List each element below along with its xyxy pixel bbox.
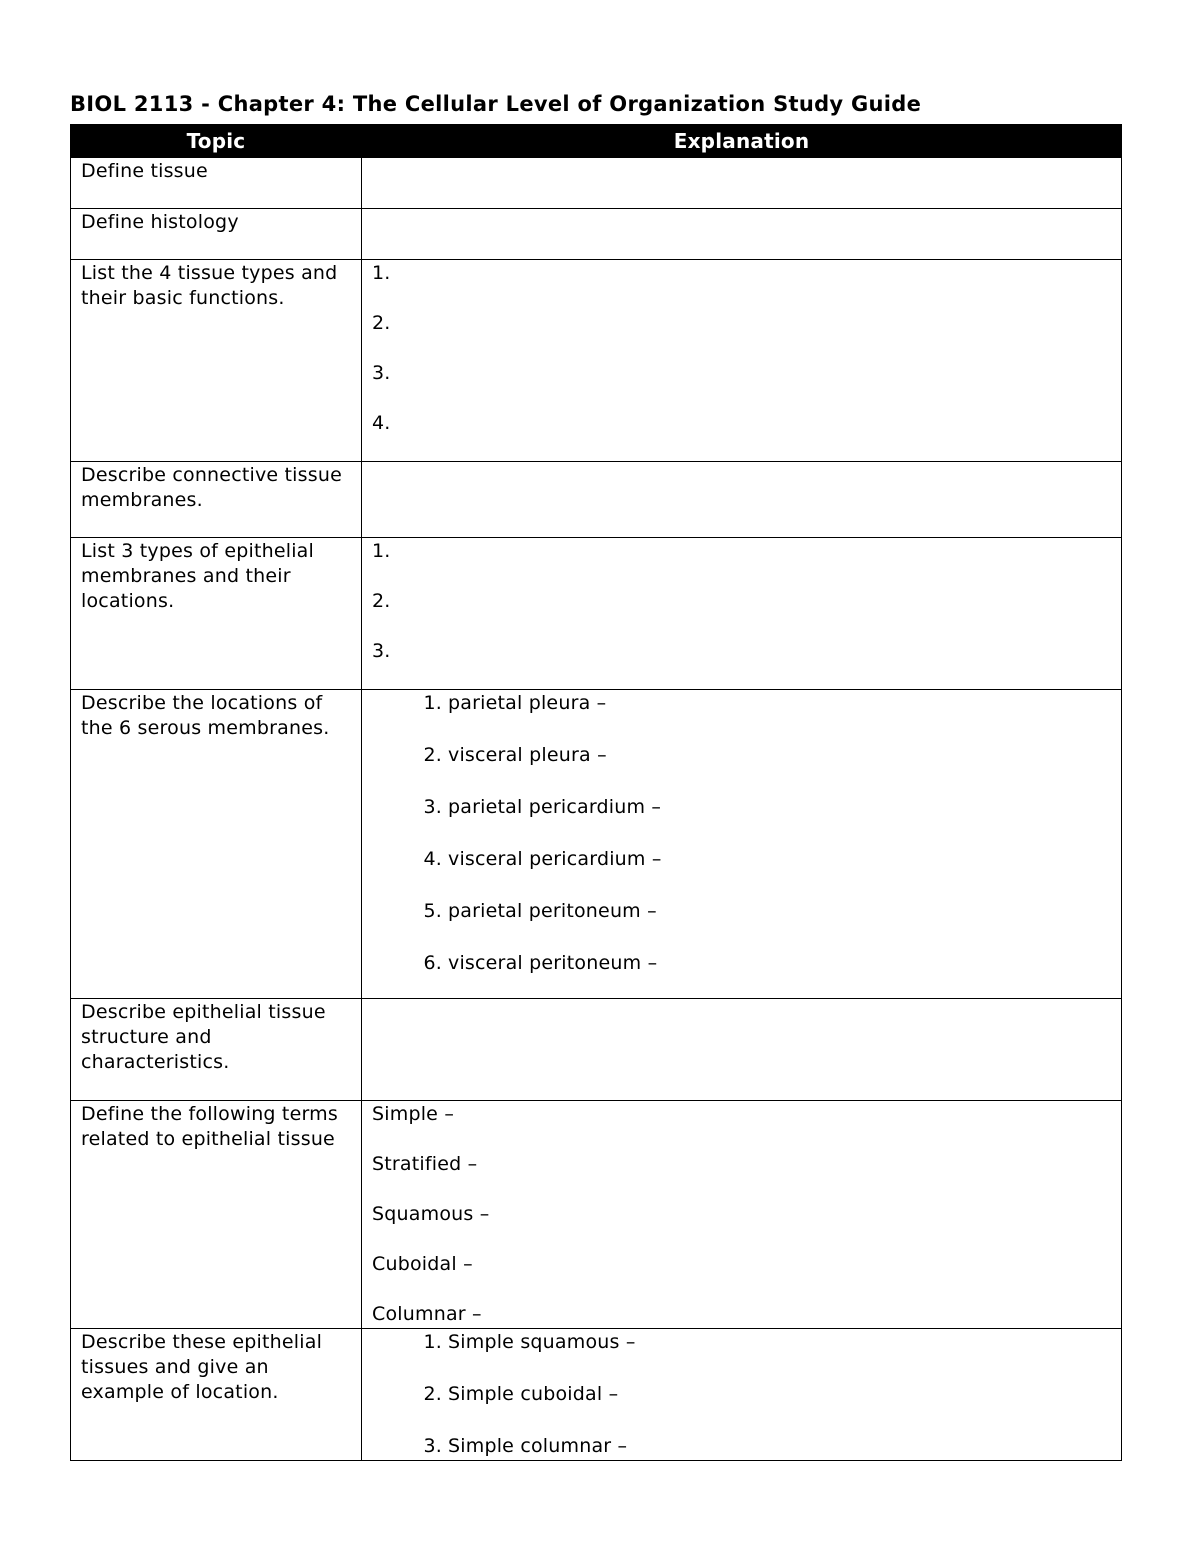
item-number: 1. [423, 1331, 442, 1353]
item-text: Simple squamous – [448, 1331, 636, 1353]
list-item: Columnar – [372, 1303, 482, 1325]
explanation-cell[interactable] [362, 462, 1122, 538]
table-row [71, 260, 1122, 462]
list-item: 1. [372, 540, 391, 562]
list-item: Squamous – [372, 1203, 490, 1225]
item-text: parietal pleura – [448, 692, 607, 714]
table-row [71, 999, 1122, 1101]
item-number: 5. [423, 900, 442, 922]
list-item: 3. [372, 362, 391, 384]
list-item [408, 1382, 1111, 1434]
explanation-cell[interactable] [362, 999, 1122, 1101]
list-item [408, 691, 1111, 743]
answer-list [372, 261, 1111, 437]
list-item: 4. [372, 412, 391, 434]
topic-cell: Describe epithelial tissue structure and characteristics. [71, 999, 362, 1101]
explanation-cell[interactable] [362, 1101, 1122, 1329]
epithelial-tissue-list [372, 1330, 1111, 1460]
list-item [408, 847, 1111, 899]
item-text: parietal peritoneum – [448, 900, 657, 922]
list-item [408, 795, 1111, 847]
explanation-cell[interactable] [362, 538, 1122, 690]
topic-cell: List 3 types of epithelial membranes and their locations. [71, 538, 362, 690]
table-row [71, 462, 1122, 538]
explanation-cell[interactable] [362, 1329, 1122, 1461]
serous-membrane-list [372, 691, 1111, 977]
header-explanation: Explanation [362, 125, 1122, 158]
list-item: Cuboidal – [372, 1253, 473, 1275]
terms-list [372, 1102, 1111, 1328]
explanation-cell[interactable] [362, 158, 1122, 209]
item-number: 3. [423, 796, 442, 818]
item-text: visceral pericardium – [448, 848, 662, 870]
table-row [71, 158, 1122, 209]
list-item: Stratified – [372, 1153, 478, 1175]
list-item [408, 899, 1111, 951]
item-number: 6. [423, 952, 442, 974]
table-row [71, 1101, 1122, 1329]
item-text: Simple columnar – [448, 1435, 628, 1457]
item-text: visceral peritoneum – [448, 952, 658, 974]
topic-cell: Describe the locations of the 6 serous membranes. [71, 690, 362, 999]
item-number: 4. [423, 848, 442, 870]
explanation-cell[interactable] [362, 209, 1122, 260]
header-row [71, 125, 1122, 158]
explanation-cell[interactable] [362, 260, 1122, 462]
list-item [408, 951, 1111, 977]
list-item: 2. [372, 312, 391, 334]
table-row [71, 690, 1122, 999]
item-number: 3. [423, 1435, 442, 1457]
study-guide-table [70, 124, 1122, 1461]
table-row [71, 1329, 1122, 1461]
item-text: visceral pleura – [448, 744, 607, 766]
header-topic: Topic [71, 125, 362, 158]
item-number: 1. [423, 692, 442, 714]
item-number: 2. [423, 744, 442, 766]
topic-cell: Define the following terms related to epithelial tissue [71, 1101, 362, 1329]
explanation-cell[interactable] [362, 690, 1122, 999]
document-title: BIOL 2113 - Chapter 4: The Cellular Level of Organization Study Guide [70, 92, 922, 116]
list-item: 3. [372, 640, 391, 662]
table-row [71, 209, 1122, 260]
topic-cell: Define histology [71, 209, 362, 260]
topic-cell: List the 4 tissue types and their basic functions. [71, 260, 362, 462]
table-row [71, 538, 1122, 690]
item-number: 2. [423, 1383, 442, 1405]
list-item: 2. [372, 590, 391, 612]
list-item: Simple – [372, 1103, 455, 1125]
item-text: Simple cuboidal – [448, 1383, 619, 1405]
list-item [408, 743, 1111, 795]
answer-list [372, 539, 1111, 665]
topic-cell: Describe these epithelial tissues and give an example of location. [71, 1329, 362, 1461]
list-item [408, 1434, 1111, 1460]
topic-cell: Describe connective tissue membranes. [71, 462, 362, 538]
list-item [408, 1330, 1111, 1382]
list-item: 1. [372, 262, 391, 284]
topic-cell: Define tissue [71, 158, 362, 209]
item-text: parietal pericardium – [448, 796, 662, 818]
